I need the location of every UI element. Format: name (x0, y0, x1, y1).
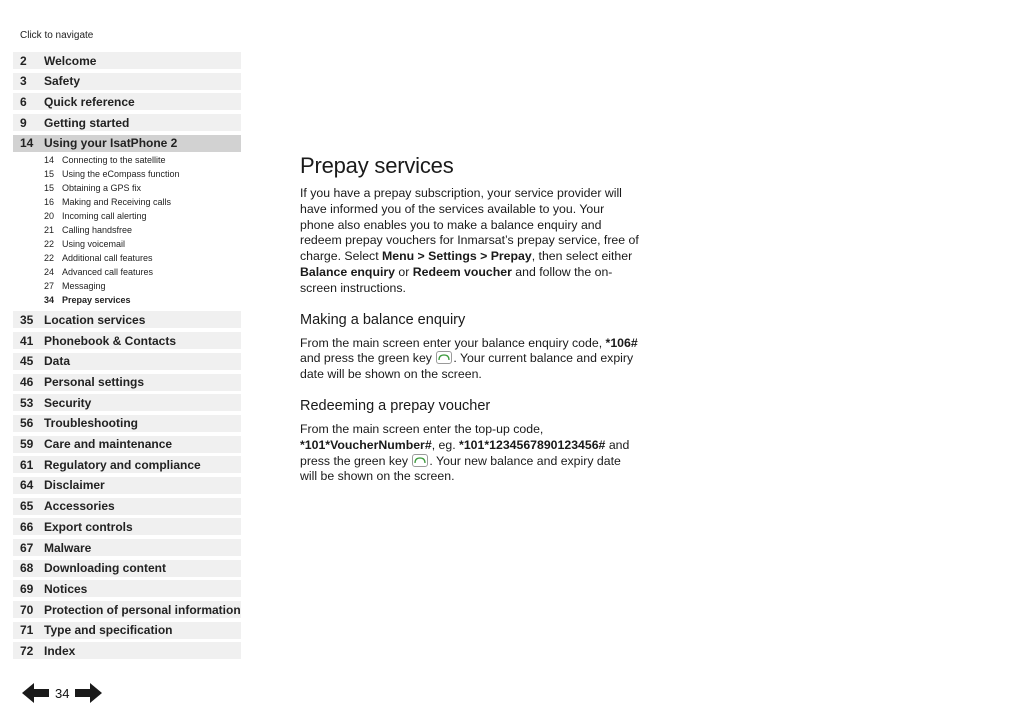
redeem-voucher-paragraph: From the main screen enter the top-up code, *101*VoucherNumber#, eg. *101*1234567890123456# and press the green key . Your new balance and expiry date will be shown on the screen. (300, 421, 630, 484)
toc-item-page-number: 67 (20, 540, 34, 555)
balance-code: *106# (605, 335, 638, 350)
toc-item[interactable] (13, 622, 241, 639)
toc-item-page-number: 66 (20, 519, 34, 534)
toc-item-page-number: 46 (20, 375, 34, 389)
toc-subitem[interactable] (44, 209, 241, 223)
toc-item[interactable] (13, 415, 241, 432)
toc-item-page-number: 14 (20, 136, 34, 151)
toc-item[interactable] (13, 114, 241, 131)
toc-item-page-number: 72 (20, 643, 34, 658)
toc-item-page-number: 9 (20, 115, 27, 130)
toc-item[interactable] (13, 93, 241, 110)
toc-subitem-label: Prepay services (62, 295, 131, 306)
toc-item-label: Notices (44, 581, 88, 596)
toc-item-page-number: 35 (20, 312, 34, 327)
toc-item-page-number: 3 (20, 74, 27, 89)
toc-subitem-page-number: 15 (44, 169, 55, 180)
toc-item-label: Location services (44, 312, 146, 327)
toc-item-page-number: 6 (20, 94, 27, 109)
page-navigation (22, 682, 102, 704)
toc-item-label: Type and specification (44, 623, 173, 638)
toc-item[interactable] (13, 498, 241, 515)
green-call-key-icon (436, 351, 452, 364)
toc-subitem[interactable] (44, 153, 241, 167)
toc-item[interactable] (13, 601, 241, 618)
navigation-hint: Click to navigate (20, 30, 94, 41)
prepay-label: Prepay (490, 249, 532, 264)
toc-subitem-label: Messaging (62, 281, 106, 292)
toc-subitem-page-number: 34 (44, 295, 55, 306)
menu-label: Menu (382, 249, 415, 264)
section-heading-redeem-voucher: Redeeming a prepay voucher (300, 397, 491, 414)
toc-item-page-number: 71 (20, 623, 34, 638)
redeem-voucher-label: Redeem voucher (412, 264, 512, 279)
toc-item-label: Safety (44, 74, 81, 89)
toc-subitem-page-number: 22 (44, 239, 55, 250)
toc-subitem[interactable] (44, 223, 241, 237)
toc-subitem-page-number: 24 (44, 267, 55, 278)
toc-item-label: Index (44, 643, 76, 658)
section-heading-balance-enquiry: Making a balance enquiry (300, 311, 466, 328)
toc-subitem-page-number: 20 (44, 211, 55, 222)
toc-item-label: Accessories (44, 499, 115, 514)
toc-item[interactable] (13, 642, 241, 659)
toc-subitem-page-number: 22 (44, 253, 55, 264)
toc-item-label: Security (44, 395, 92, 410)
toc-item[interactable] (13, 580, 241, 597)
toc-subitem-page-number: 16 (44, 197, 55, 208)
toc-item-page-number: 59 (20, 437, 34, 452)
toc-subitem-label: Making and Receiving calls (62, 197, 172, 208)
toc-subitem[interactable] (44, 265, 241, 279)
page-number: 34 (55, 685, 70, 701)
toc-item-label: Quick reference (44, 94, 135, 109)
toc-item[interactable] (13, 539, 241, 556)
toc-item-label: Protection of personal information (44, 602, 241, 617)
toc-item-page-number: 56 (20, 416, 34, 431)
toc-item[interactable] (13, 560, 241, 577)
toc-subitem-label: Additional call features (62, 253, 153, 264)
voucher-code: *101*VoucherNumber# (300, 437, 432, 452)
toc-subitem[interactable] (44, 251, 241, 265)
toc-item[interactable] (13, 73, 241, 90)
next-page-arrow-icon[interactable] (74, 682, 102, 704)
toc-item[interactable] (13, 436, 241, 453)
toc-item-page-number: 45 (20, 354, 34, 369)
voucher-example: *101*1234567890123456# (459, 437, 606, 452)
toc-subitem[interactable] (44, 279, 241, 293)
toc-item[interactable] (13, 353, 241, 370)
table-of-contents (13, 52, 241, 663)
toc-subsection-list (13, 153, 241, 307)
toc-item-label: Using your IsatPhone 2 (44, 136, 178, 151)
toc-item[interactable] (13, 135, 241, 152)
toc-subitem[interactable] (44, 195, 241, 209)
balance-enquiry-paragraph: From the main screen enter your balance enquiry code, *106# and press the green key . Your current balance and expiry date will be shown on the screen. (300, 335, 638, 382)
toc-item[interactable] (13, 394, 241, 411)
toc-item-page-number: 69 (20, 581, 34, 596)
toc-item-label: Disclaimer (44, 478, 105, 493)
toc-subitem-page-number: 21 (44, 225, 55, 236)
toc-item-label: Regulatory and compliance (44, 457, 201, 472)
toc-item[interactable] (13, 52, 241, 69)
toc-item-label: Troubleshooting (44, 416, 138, 431)
toc-subitem-label: Connecting to the satellite (62, 155, 166, 166)
balance-enquiry-label: Balance enquiry (300, 264, 395, 279)
toc-item-label: Personal settings (44, 375, 145, 389)
toc-subitem-page-number: 14 (44, 155, 55, 166)
toc-subitem-label: Incoming call alerting (62, 211, 147, 222)
toc-subitem[interactable] (44, 293, 241, 307)
previous-page-arrow-icon[interactable] (22, 682, 50, 704)
toc-subitem[interactable] (44, 167, 241, 181)
toc-item-label: Welcome (44, 53, 97, 68)
toc-item-page-number: 2 (20, 53, 27, 68)
toc-subitem-label: Calling handsfree (62, 225, 133, 236)
toc-item-label: Downloading content (44, 561, 166, 576)
toc-item-page-number: 64 (20, 478, 34, 493)
toc-item-page-number: 41 (20, 333, 34, 348)
toc-item-page-number: 53 (20, 395, 34, 410)
intro-paragraph: If you have a prepay subscription, your service provider will have informed you of the services available to you. Your phone also enables you to make a balance enquiry and redeem prepay vouchers for Inmarsat’s prepay service, free of charge. Select Menu > Settings > Prepay, then select either Balance enquiry or Redeem voucher and follow the on-screen instructions. (300, 186, 639, 295)
toc-subitem-label: Obtaining a GPS fix (62, 183, 142, 194)
toc-item-label: Care and maintenance (44, 437, 173, 452)
toc-item-label: Export controls (44, 519, 133, 534)
toc-item-label: Data (44, 354, 71, 369)
toc-subitem[interactable] (44, 181, 241, 195)
page-title: Prepay services (300, 153, 454, 178)
toc-item-label: Malware (44, 540, 92, 555)
toc-item-page-number: 70 (20, 602, 34, 617)
toc-item[interactable] (13, 332, 241, 349)
toc-subitem-label: Advanced call features (62, 267, 154, 278)
toc-item[interactable] (13, 456, 241, 473)
toc-item[interactable] (13, 518, 241, 535)
main-content (300, 152, 640, 485)
toc-subitem-label: Using voicemail (62, 239, 126, 250)
toc-subitem-page-number: 15 (44, 183, 55, 194)
toc-item-page-number: 61 (20, 457, 34, 472)
toc-subitem-label: Using the eCompass function (62, 169, 180, 180)
toc-item-page-number: 65 (20, 499, 34, 514)
toc-item-label: Getting started (44, 115, 130, 130)
toc-item[interactable] (13, 374, 241, 391)
toc-subitem-page-number: 27 (44, 281, 55, 292)
toc-item[interactable] (13, 311, 241, 328)
toc-item[interactable] (13, 477, 241, 494)
settings-label: Settings (428, 249, 477, 264)
toc-subitem[interactable] (44, 237, 241, 251)
toc-item-label: Phonebook & Contacts (44, 333, 177, 348)
green-call-key-icon (412, 454, 428, 467)
toc-item-page-number: 68 (20, 561, 34, 576)
